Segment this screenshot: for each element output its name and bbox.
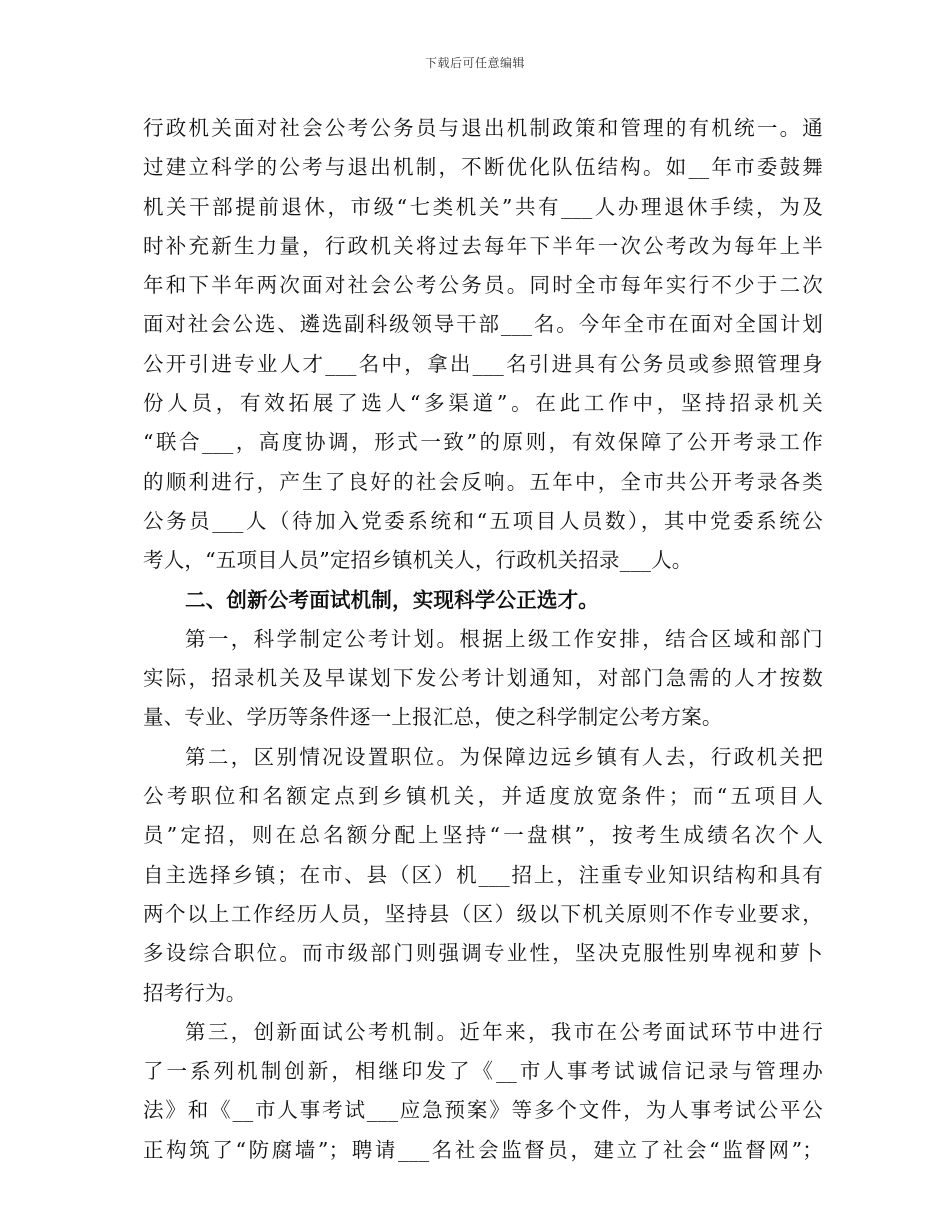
page-header: 下载后可任意编辑 xyxy=(424,56,525,70)
section-heading: 二、创新公考面试机制，实现科学公正选才。 xyxy=(185,587,599,612)
text-line: 公考职位和名额定点到乡镇机关，并适度放宽条件；而“五项目人 xyxy=(143,784,823,809)
text-line: 公务员___人（待加入党委系统和“五项目人员数），其中党委系统公 xyxy=(143,508,823,533)
text-line: 过建立科学的公考与退出机制，不断优化队伍结构。如__年市委鼓舞 xyxy=(143,155,823,180)
document-body xyxy=(143,109,823,1170)
text-line: 考人，“五项目人员”定招乡镇机关人，行政机关招录___人。 xyxy=(143,548,693,573)
text-line: 自主选择乡镇；在市、县（区）机___招上，注重专业知识结构和具有 xyxy=(143,862,823,887)
text-line: 面对社会公选、遴选副科级领导干部___名。今年全市在面对全国计划 xyxy=(143,312,823,337)
text-line: 份人员，有效拓展了选人“多渠道”。在此工作中，坚持招录机关 xyxy=(143,391,823,416)
text-line: 公开引进专业人才___名中，拿出___名引进具有公务员或参照管理身 xyxy=(143,351,823,376)
text-line: 的顺利进行，产生了良好的社会反响。五年中，全市共公开考录各类 xyxy=(143,469,823,494)
text-line: 两个以上工作经历人员，坚持县（区）级以下机关原则不作专业要求， xyxy=(143,901,823,926)
text-line: 年和下半年两次面对社会公考公务员。同时全市每年实行不少于二次 xyxy=(143,273,823,298)
text-line: 机关干部提前退休，市级“七类机关”共有___人办理退休手续，为及 xyxy=(143,194,823,219)
text-line: 员”定招，则在总名额分配上坚持“一盘棋”，按考生成绩名次个人 xyxy=(143,823,823,848)
text-line: 实际，招录机关及早谋划下发公考计划通知，对部门急需的人才按数 xyxy=(143,666,823,691)
text-line: 了一系列机制创新，相继印发了《__市人事考试诚信记录与管理办 xyxy=(143,1059,823,1084)
text-line: 正构筑了“防腐墙”；聘请___名社会监督员，建立了社会“监督网”； xyxy=(143,1137,823,1162)
text-line: 第三，创新面试公考机制。近年来，我市在公考面试环节中进行 xyxy=(185,1019,823,1044)
text-line: 量、专业、学历等条件逐一上报汇总，使之科学制定公考方案。 xyxy=(143,705,723,730)
text-line: “联合___，高度协调，形式一致”的原则，有效保障了公开考录工作 xyxy=(143,430,823,455)
text-line: 第一，科学制定公考计划。根据上级工作安排，结合区域和部门 xyxy=(185,626,823,651)
text-line: 时补充新生力量，行政机关将过去每年下半年一次公考改为每年上半 xyxy=(143,233,823,258)
text-line: 第二，区别情况设置职位。为保障边远乡镇有人去，行政机关把 xyxy=(185,744,823,769)
text-line: 多设综合职位。而市级部门则强调专业性，坚决克服性别卑视和萝卜 xyxy=(143,941,823,966)
text-line: 招考行为。 xyxy=(143,980,247,1005)
text-line: 行政机关面对社会公考公务员与退出机制政策和管理的有机统一。通 xyxy=(143,116,823,140)
text-line: 法》和《__市人事考试___应急预案》等多个文件，为人事考试公平公 xyxy=(143,1098,823,1123)
